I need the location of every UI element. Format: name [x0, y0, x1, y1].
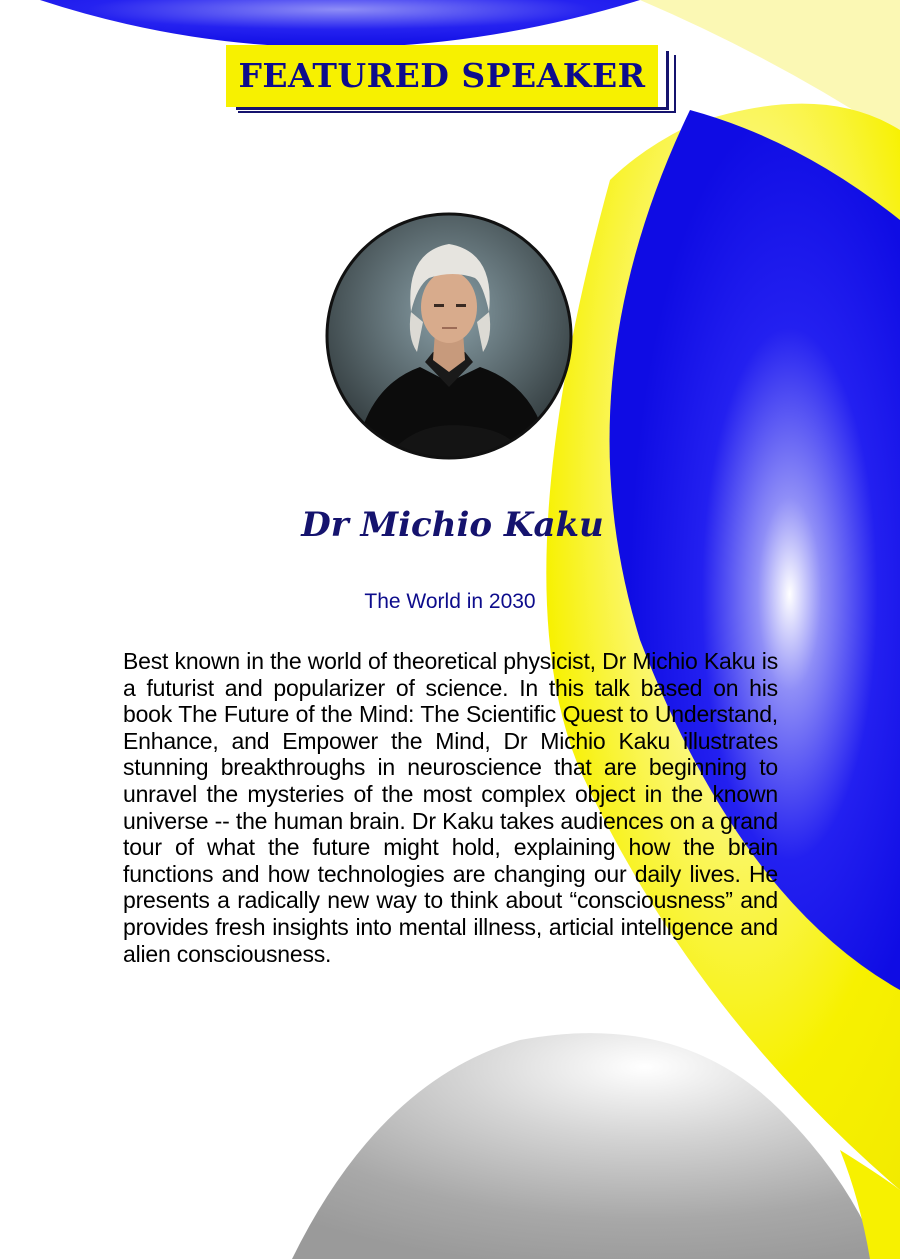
speaker-portrait — [325, 212, 573, 460]
featured-banner — [226, 45, 664, 113]
banner-title: FEATURED SPEAKER — [238, 56, 646, 95]
talk-title: The World in 2030 — [364, 590, 536, 613]
speaker-bio: Best known in the world of theoretical physicist, Dr Michio Kaku is a futurist and popularizer of science. In this talk based on his book The Future of the Mind: The Scientific Quest to Understand, Enhance, and Empower the Mind, Dr Michio Kaku illustrates stunning breakthroughs in neuroscience that are beginning to unravel the mysteries of the most complex object in the known universe -- the human brain. Dr Kaku takes audiences on a grand tour of what the future might hold, explaining how the brain functions and how technologies are changing our daily lives. He presents a radically new way to think about “consciousness” and provides fresh insights into mental illness, articial intelligence and alien consciousness. — [123, 648, 778, 967]
speaker-name: Dr Michio Kaku — [301, 505, 604, 545]
